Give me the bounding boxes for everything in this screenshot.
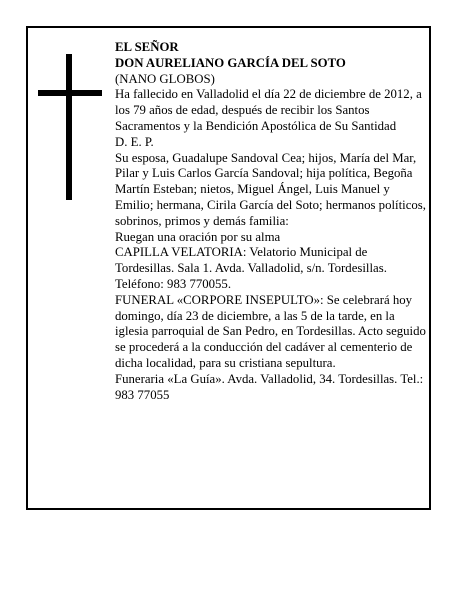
title-line-1: EL SEÑOR — [115, 40, 179, 54]
cross-vertical-bar — [66, 54, 72, 200]
nickname: (NANO GLOBOS) — [115, 71, 215, 86]
deceased-name: DON AURELIANO GARCÍA DEL SOTO — [115, 55, 346, 70]
cross-horizontal-bar — [38, 90, 102, 96]
family-list: Su esposa, Guadalupe Sandoval Cea; hijos, María del Mar, Pilar y Luis Carlos García Sandoval; hija política, Begoña Martín Esteban; nietos, Miguel Ángel, Luis Manuel y Emilio; hermana, Cirila García del Soto; hermanos políticos, sobrinos, primos y demás familia: — [115, 150, 426, 228]
prayer-request: Ruegan una oración por su alma — [115, 229, 281, 244]
funeral-info: FUNERAL «CORPORE INSEPULTO»: Se celebrará hoy domingo, día 23 de diciembre, a las 5 de la tarde, en la iglesia parroquial de San Pedro, en Tordesillas. Acto seguido se procederá a la conducción del cadáver al cementerio de dicha localidad, para su cristiana sepultura. — [115, 292, 426, 370]
death-announcement: Ha fallecido en Valladolid el día 22 de diciembre de 2012, a los 79 años de edad, después de recibir los Santos Sacramentos y la Bendición Apostólica de Su Santidad — [115, 87, 422, 133]
cross-icon — [38, 54, 102, 200]
notice-text — [115, 40, 429, 403]
rip-text: D. E. P. — [115, 134, 154, 149]
chapel-info: CAPILLA VELATORIA: Velatorio Municipal de Tordesillas. Sala 1. Avda. Valladolid, s/n. Tordesillas. Teléfono: 983 770055. — [115, 245, 387, 291]
funeral-home-info: Funeraria «La Guía». Avda. Valladolid, 34. Tordesillas. Tel.: 983 77055 — [115, 371, 424, 402]
obituary-notice — [26, 26, 431, 510]
